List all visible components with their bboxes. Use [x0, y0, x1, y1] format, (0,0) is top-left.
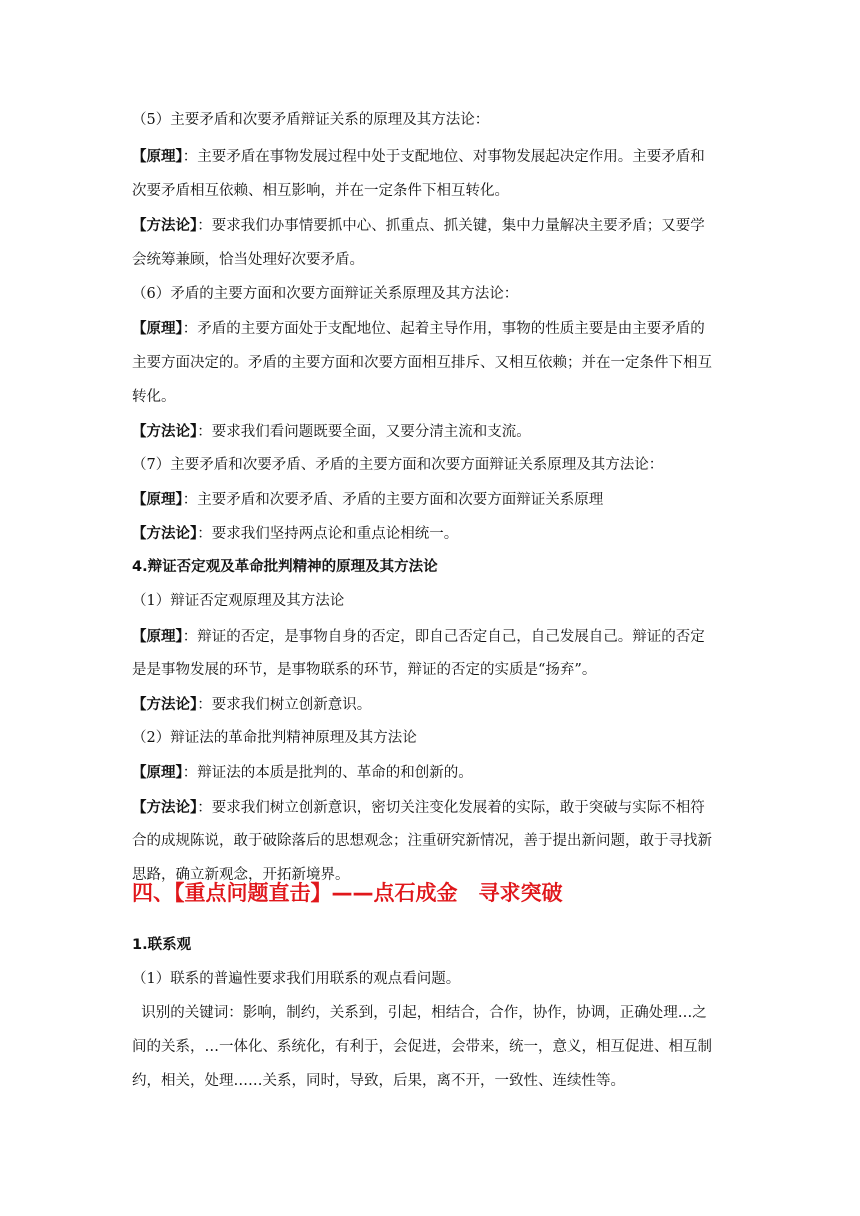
sec4-p1-heading: （1）辩证否定观原理及其方法论 — [132, 593, 345, 609]
s6-fangfa-text-1: ：要求我们看问题既要全面，又要分清主流和支流。 — [197, 424, 531, 440]
s6-yuanli-text-3: 转化。 — [132, 389, 176, 405]
s6-heading: （6）矛盾的主要方面和次要方面辩证关系原理及其方法论： — [132, 286, 519, 302]
sec4-p2-fangfa-line — [132, 792, 732, 824]
s7-fangfa-text-1: ：要求我们坚持两点论和重点论相统一。 — [197, 526, 459, 542]
yuanli-tag: 【原理】 — [132, 148, 183, 165]
s5-fangfa-line — [132, 210, 732, 242]
sec4-p2-fangfa-text-3: 思路，确立新观念，开拓新境界。 — [132, 867, 350, 883]
lianxi-line-2: 识别的关键词：影响，制约，关系到，引起，相结合，合作，协作，协调，正确处理…之 — [132, 1005, 707, 1021]
sec4-p1-yuanli-line — [132, 621, 732, 653]
s7-fangfa-line — [132, 518, 732, 550]
fangfa-tag: 【方法论】 — [132, 525, 198, 542]
yuanli-tag: 【原理】 — [132, 491, 183, 508]
lianxi-heading: 1.联系观 — [132, 937, 192, 953]
sec4-heading: 4.辩证否定观及革命批判精神的原理及其方法论 — [132, 559, 438, 575]
part4-title: 四、【重点问题直击】——点石成金 寻求突破 — [132, 881, 563, 905]
sec4-p2-fangfa-text-1: ：要求我们树立创新意识，密切关注变化发展着的实际，敢于突破与实际不相符 — [197, 800, 705, 816]
sec4-p2-heading: （2）辩证法的革命批判精神原理及其方法论 — [132, 730, 417, 746]
sec4-p1-yuanli-text-2: 是是事物发展的环节，是事物联系的环节，辩证的否定的实质是“扬弃”。 — [132, 662, 597, 678]
sec4-p1-fangfa-line — [132, 689, 732, 721]
s6-yuanli-text-2: 主要方面决定的。矛盾的主要方面和次要方面相互排斥、又相互依赖；并在一定条件下相互 — [132, 355, 712, 371]
s5-heading: （5）主要矛盾和次要矛盾辩证关系的原理及其方法论： — [132, 112, 490, 128]
s6-fangfa-line — [132, 416, 732, 448]
s7-heading: （7）主要矛盾和次要矛盾、矛盾的主要方面和次要方面辩证关系原理及其方法论： — [132, 457, 664, 473]
sec4-p2-fangfa-text-2: 合的成规陈说，敢于破除落后的思想观念；注重研究新情况，善于提出新问题，敢于寻找新 — [132, 833, 712, 849]
sec4-p1-fangfa-text-1: ：要求我们树立创新意识。 — [197, 697, 372, 713]
yuanli-tag: 【原理】 — [132, 628, 183, 645]
s6-yuanli-line — [132, 313, 732, 345]
s6-yuanli-text-1: ：矛盾的主要方面处于支配地位、起着主导作用，事物的性质主要是由主要矛盾的 — [182, 321, 705, 337]
sec4-p2-yuanli-line — [132, 757, 732, 789]
lianxi-line-3: 间的关系，…一体化、系统化，有利于，会促进，会带来，统一，意义，相互促进、相互制 — [132, 1039, 712, 1055]
fangfa-tag: 【方法论】 — [132, 696, 198, 713]
yuanli-tag: 【原理】 — [132, 320, 183, 337]
lianxi-line-4: 约，相关，处理……关系，同时，导致，后果，离不开，一致性、连续性等。 — [132, 1073, 625, 1089]
s7-yuanli-text-1: ：主要矛盾和次要矛盾、矛盾的主要方面和次要方面辩证关系原理 — [182, 492, 604, 508]
s7-yuanli-line — [132, 484, 732, 516]
sec4-p1-yuanli-text-1: ：辩证的否定，是事物自身的否定，即自己否定自己，自己发展自己。辩证的否定 — [182, 629, 705, 645]
yuanli-tag: 【原理】 — [132, 764, 183, 781]
s5-yuanli-text-2: 次要矛盾相互依赖、相互影响，并在一定条件下相互转化。 — [132, 183, 509, 199]
lianxi-line-1: （1）联系的普遍性要求我们用联系的观点看问题。 — [132, 971, 461, 987]
s5-fangfa-text-1: ：要求我们办事情要抓中心、抓重点、抓关键，集中力量解决主要矛盾；又要学 — [197, 218, 705, 234]
s5-fangfa-text-2: 会统筹兼顾，恰当处理好次要矛盾。 — [132, 252, 364, 268]
s5-yuanli-text-1: ：主要矛盾在事物发展过程中处于支配地位、对事物发展起决定作用。主要矛盾和 — [182, 149, 705, 165]
fangfa-tag: 【方法论】 — [132, 217, 198, 234]
fangfa-tag: 【方法论】 — [132, 423, 198, 440]
s5-yuanli-line — [132, 141, 732, 173]
sec4-p2-yuanli-text-1: ：辩证法的本质是批判的、革命的和创新的。 — [182, 765, 473, 781]
fangfa-tag: 【方法论】 — [132, 799, 198, 816]
